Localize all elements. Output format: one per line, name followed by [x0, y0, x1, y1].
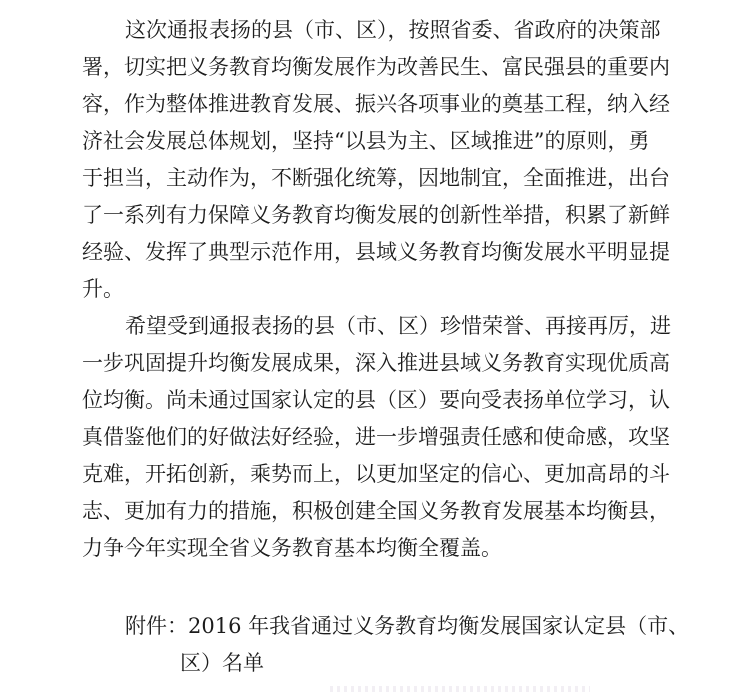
paragraph-line: 一步巩固提升均衡发展成果，深入推进县域义务教育实现优质高: [82, 351, 670, 375]
paragraph-line: 志、更加有力的措施，积极创建全国义务教育发展基本均衡县，: [82, 499, 670, 523]
attachment-line: 区）名单: [180, 651, 264, 675]
paragraph-line: 署，切实把义务教育均衡发展作为改善民生、富民强县的重要内: [82, 55, 670, 79]
paragraph-line: 升。: [82, 277, 124, 301]
scan-artifact: [330, 686, 590, 692]
paragraph-line: 力争今年实现全省义务教育基本均衡全覆盖。: [82, 536, 502, 560]
paragraph-line: 真借鉴他们的好做法好经验，进一步增强责任感和使命感，攻坚: [82, 425, 670, 449]
paragraph-line: 了一系列有力保障义务教育均衡发展的创新性举措，积累了新鲜: [82, 203, 670, 227]
paragraph-line: 经验、发挥了典型示范作用，县域义务教育均衡发展水平明显提: [82, 240, 670, 264]
paragraph-line: 位均衡。尚未通过国家认定的县（区）要向受表扬单位学习，认: [82, 388, 670, 412]
paragraph-line: 克难，开拓创新，乘势而上，以更加坚定的信心、更加高昂的斗: [82, 462, 670, 486]
attachment-line: 附件：2016 年我省通过义务教育均衡发展国家认定县（市、: [125, 614, 690, 638]
paragraph-line: 希望受到通报表扬的县（市、区）珍惜荣誉、再接再厉，进: [125, 314, 671, 338]
paragraph-line: 于担当，主动作为，不断强化统筹，因地制宜，全面推进，出台: [82, 166, 670, 190]
paragraph-line: 济社会发展总体规划，坚持“以县为主、区域推进”的原则，勇: [82, 129, 650, 153]
paragraph-line: 这次通报表扬的县（市、区），按照省委、省政府的决策部: [125, 18, 661, 42]
paragraph-line: 容，作为整体推进教育发展、振兴各项事业的奠基工程，纳入经: [82, 92, 670, 116]
